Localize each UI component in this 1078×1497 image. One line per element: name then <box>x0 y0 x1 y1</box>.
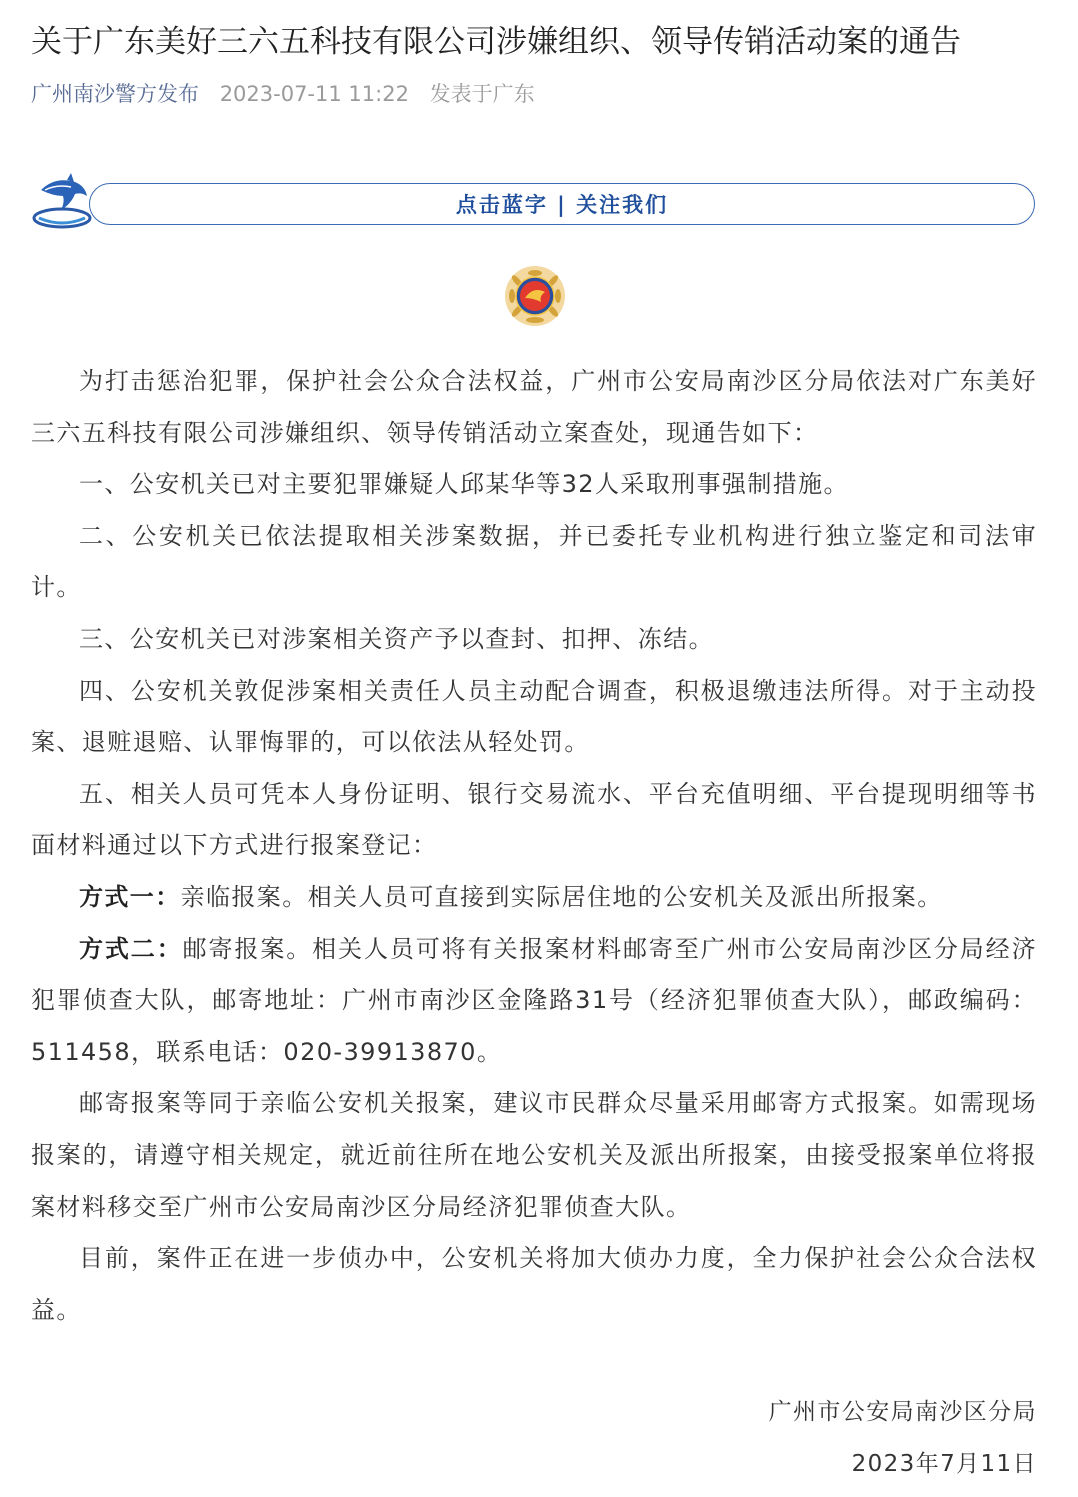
paragraph-closing: 目前，案件正在进一步侦办中，公安机关将加大侦办力度，全力保护社会公众合法权益。 <box>31 1244 1037 1324</box>
police-emblem-icon <box>503 264 567 328</box>
follow-us-button[interactable] <box>89 183 1035 225</box>
article-title: 关于广东美好三六五科技有限公司涉嫌组织、领导传销活动案的通告 <box>31 24 961 60</box>
paragraph-item-3: 三、公安机关已对涉案相关资产予以查封、扣押、冻结。 <box>79 624 714 653</box>
account-name-link[interactable]: 广州南沙警方发布 <box>31 82 199 106</box>
signature-date: 2023年7月11日 <box>851 1451 1037 1477</box>
article <box>31 0 1037 1477</box>
paragraph-method-2: 方式二：邮寄报案。相关人员可将有关报案材料邮寄至广州市公安局南沙区分局经济犯罪侦查大队，邮寄地址：广州市南沙区金隆路31号（经济犯罪侦查大队），邮政编码：511458，联系电话：020-39913870。 <box>31 934 1037 1066</box>
signature-organization: 广州市公安局南沙区分局 <box>768 1399 1037 1425</box>
paragraph-item-5: 五、相关人员可凭本人身份证明、银行交易流水、平台充值明细、平台提现明细等书面材料通过以下方式进行报案登记： <box>31 779 1037 860</box>
dolphin-logo-icon <box>31 170 93 232</box>
follow-banner[interactable] <box>31 170 1037 240</box>
article-meta <box>31 79 1037 109</box>
paragraph-item-2: 二、公安机关已依法提取相关涉案数据，并已委托专业机构进行独立鉴定和司法审计。 <box>31 521 1037 602</box>
follow-us-label: 点击蓝字 | 关注我们 <box>455 193 669 217</box>
publish-location: 发表于广东 <box>429 82 535 106</box>
paragraph-intro: 为打击惩治犯罪，保护社会公众合法权益，广州市公安局南沙区分局依法对广东美好三六五科技有限公司涉嫌组织、领导传销活动立案查处，现通告如下： <box>31 367 1037 447</box>
method-2-label: 方式二： <box>79 934 183 963</box>
method-1-label: 方式一： <box>79 882 181 911</box>
paragraph-item-1: 一、公安机关已对主要犯罪嫌疑人邱某华等32人采取刑事强制措施。 <box>79 470 849 499</box>
paragraph-method-1: 方式一：亲临报案。相关人员可直接到实际居住地的公安机关及派出所报案。 <box>79 882 943 911</box>
publish-datetime: 2023-07-11 11:22 <box>219 82 409 106</box>
paragraph-mail-advice: 邮寄报案等同于亲临公安机关报案，建议市民群众尽量采用邮寄方式报案。如需现场报案的，请遵守相关规定，就近前往所在地公安机关及派出所报案，由接受报案单位将报案材料移交至广州市公安局南沙区分局经济犯罪侦查大队。 <box>31 1089 1037 1221</box>
article-body <box>31 356 1037 1336</box>
paragraph-item-4: 四、公安机关敦促涉案相关责任人员主动配合调查，积极退缴违法所得。对于主动投案、退赃退赔、认罪悔罪的，可以依法从轻处罚。 <box>31 676 1037 757</box>
